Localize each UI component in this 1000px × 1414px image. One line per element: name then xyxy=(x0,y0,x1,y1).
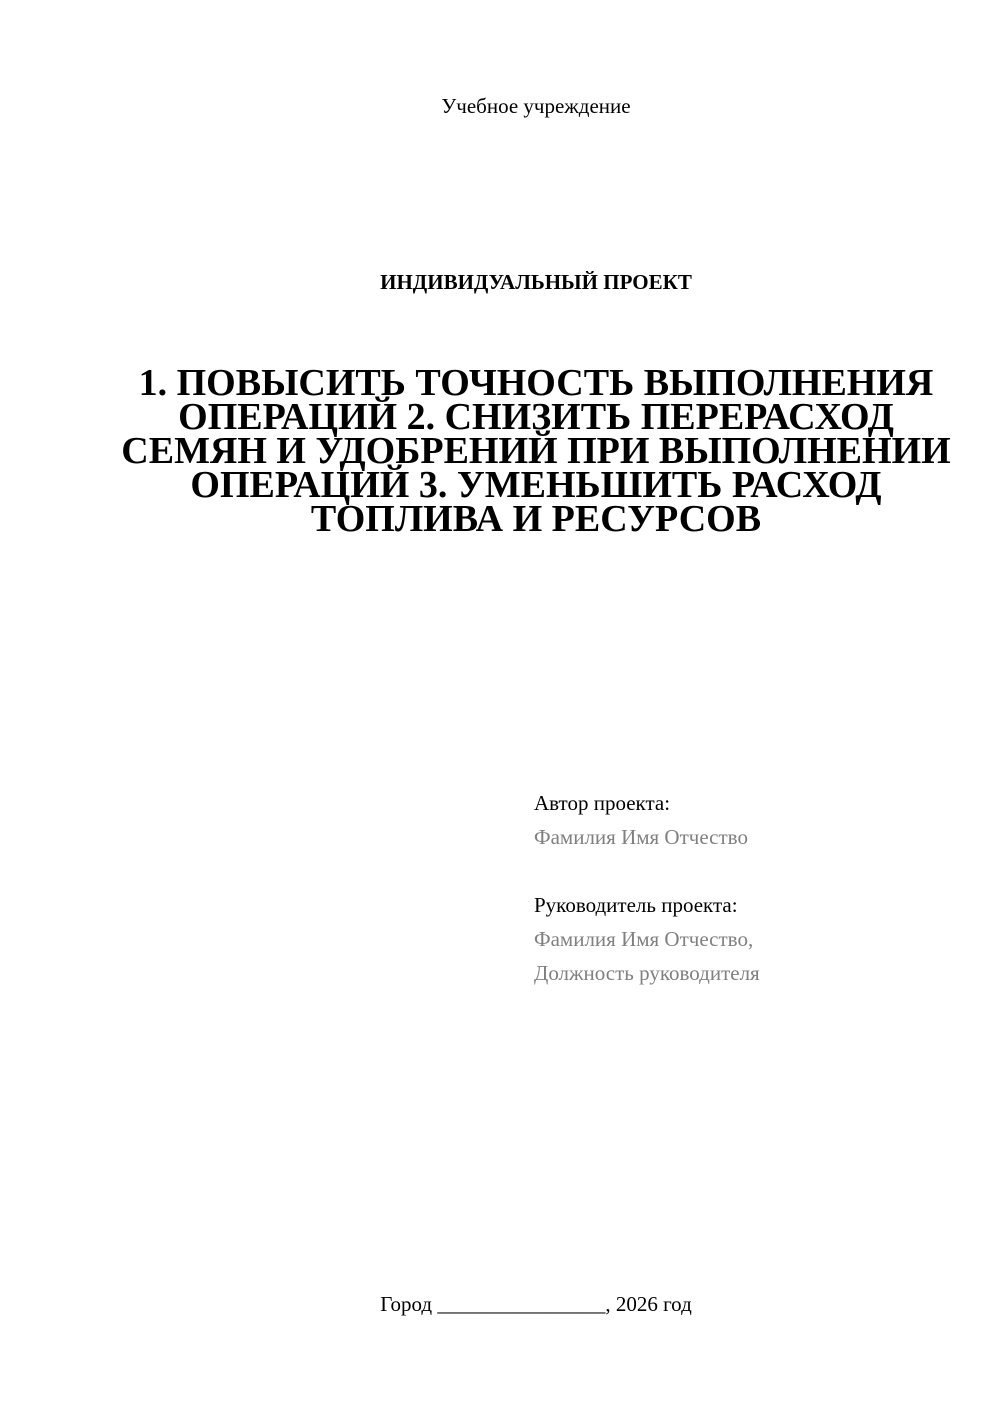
institution-name: Учебное учреждение xyxy=(441,94,631,118)
city-year-line xyxy=(0,1290,1000,1318)
document-type-heading: ИНДИВИДУАЛЬНЫЙ ПРОЕКТ xyxy=(380,270,692,294)
supervisor-label: Руководитель проекта: xyxy=(534,893,738,917)
project-topic-title: 1. ПОВЫСИТЬ ТОЧНОСТЬ ВЫПОЛНЕНИЯ ОПЕРАЦИЙ 2. СНИЗИТЬ ПЕРЕРАСХОД СЕМЯН И УДОБРЕНИЙ ПРИ ВЫПОЛНЕНИИ ОПЕРАЦИЙ 3. УМЕНЬШИТЬ РАСХОД ТОПЛИВА И РЕСУРСОВ xyxy=(121,362,951,540)
credits-block xyxy=(534,788,974,992)
city-blank-line: ________________ xyxy=(437,1292,606,1316)
year-text: , 2026 год xyxy=(605,1292,692,1316)
credits-spacer xyxy=(534,856,974,890)
city-label: Город xyxy=(380,1292,433,1316)
author-label: Автор проекта: xyxy=(534,791,671,815)
author-name: Фамилия Имя Отчество xyxy=(534,825,748,849)
supervisor-position: Должность руководителя xyxy=(534,961,760,985)
supervisor-name: Фамилия Имя Отчество, xyxy=(534,927,754,951)
